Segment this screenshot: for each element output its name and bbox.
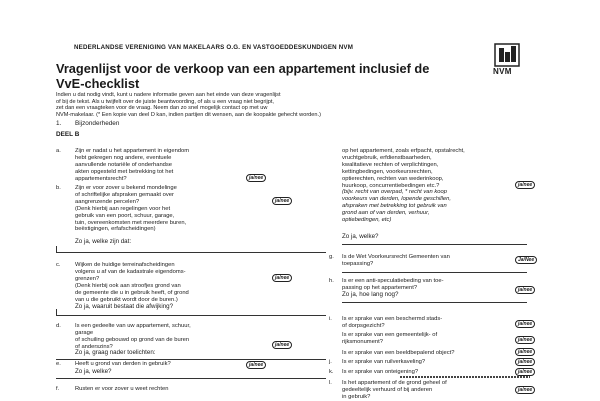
- answer-line-e[interactable]: [56, 378, 326, 379]
- answer-line-b[interactable]: [56, 252, 326, 253]
- answer-line-h[interactable]: [342, 302, 527, 303]
- item-letter-i: i.: [329, 316, 332, 322]
- question-l: Is er sprake van onteigening?: [342, 369, 419, 375]
- answer-g-stamp[interactable]: Ja/Nee: [515, 256, 537, 264]
- followup-c: Zo ja, waaruit bestaat die afwijking?: [75, 303, 174, 310]
- answer-e-stamp[interactable]: ja/nee: [246, 361, 266, 369]
- answer-c-stamp[interactable]: ja/nee: [272, 274, 292, 282]
- question-m: Is het appartement of de grond geheel of gedeeltelijk verhuurd of bij anderen in gebruik?: [342, 380, 447, 400]
- item-letter-g: g.: [329, 254, 334, 260]
- nvm-logo-icon: [493, 42, 521, 68]
- item-letter-e: e.: [56, 361, 61, 367]
- question-e: Heeft u grond van derden in gebruik?: [75, 361, 171, 367]
- answer-h-stamp[interactable]: ja/nee: [515, 286, 535, 294]
- answer-a-stamp[interactable]: ja/nee: [246, 174, 266, 182]
- answer-l-stamp[interactable]: ja/nee: [515, 368, 535, 376]
- item-letter-f: f.: [56, 386, 60, 392]
- question-j2: Is er sprake van een beeldbepalend object?: [342, 350, 455, 356]
- question-i: Is er sprake van een beschermd stads- of dorpsgezicht?: [342, 316, 443, 329]
- question-j1: Is er sprake van een gemeentelijk- of rijksmonument?: [342, 332, 438, 345]
- question-k: Is er sprake van ruilverkaveling?: [342, 359, 426, 365]
- answer-j1-stamp[interactable]: ja/nee: [515, 336, 535, 344]
- section-title: Bijzonderheden: [75, 120, 120, 127]
- section-number: 1.: [56, 120, 62, 127]
- document-title-line2: VvE-checklist: [56, 76, 140, 91]
- question-a: Zijn er nadat u het appartement in eigendom hebt gekregen nog andere, eventuele aanvullende notariële of onderhandse akten opgesteld met betrekking tot het appartementsrecht?: [75, 148, 190, 182]
- answer-k-stamp[interactable]: ja/nee: [515, 358, 535, 366]
- question-f-continued: op het appartement, zoals erfpacht, opstalrecht, vruchtgebruik, erfdienstbaarheden, kwalitatieve rechten of verplichtingen, kettingbedingen, voorkeursrechten, optierechten, rechten van wederinkoop, huurkoop, concurrentiebedingen etc.? (bijv. recht van overpad, * recht van koop voorkeurs van derden, lopende geschillen, afspraken met betrekking tot gebruik van grond aan of van derden, verhuur, optiebedingen, etc): [342, 148, 465, 224]
- answer-d-stamp[interactable]: ja/nee: [272, 341, 292, 349]
- followup-d: Zo ja, graag nader toelichten:: [75, 349, 156, 356]
- answer-m-stamp[interactable]: ja/nee: [515, 386, 535, 394]
- answer-i-stamp[interactable]: ja/nee: [515, 320, 535, 328]
- item-letter-d: d.: [56, 323, 61, 329]
- answer-line-f[interactable]: [342, 244, 527, 245]
- item-letter-l: l.: [329, 380, 332, 386]
- question-b: Zijn er voor zover u bekend mondelinge of schriftelijke afspraken gemaakt over aangrenzende percelen? (Denk hierbij aan regelingen voor het gebruik van een poort, schuur, garage, tuin, overeenkomsten met meerdere buren, beëxtigingen, erfafscheidingen): [75, 185, 187, 233]
- item-letter-j: j.: [329, 359, 332, 365]
- question-d: Is een gedeelte van uw appartement, schuur, garage of schuiling gebouwd op grond van de buren of anderszins?: [75, 323, 191, 350]
- answer-line-b-mark: [56, 246, 57, 253]
- item-letter-a: a.: [56, 148, 61, 154]
- document-title: Vragenlijst voor de verkoop van een appartement inclusief de: [56, 61, 430, 76]
- answer-b-stamp[interactable]: ja/nee: [272, 197, 292, 205]
- intro-text: Indien u dat nodig vindt, kunt u nadere informatie geven aan het einde van deze vragenlijst of bij de tekst. Als u twijfelt over de juiste beantwoording, of als u een vraag niet begrijpt, zet dan een vraagteken voor de vraag. Neem dan zo snel mogelijk contact op met uw NVM-makelaar. (* Een kopie van deel D kan, indien partijen dit wensen, aan de koopakte gehecht worden.): [56, 92, 321, 118]
- followup-f: Zo ja, welke?: [342, 233, 379, 240]
- question-c: Wijken de huidige terreinafscheidingen volgens u af van de kadastrale eigendoms- grenzen? (Denk hierbij ook aan stroofjes grond van de gemeente die u in gebruik heeft, of grond van u die gebruikt wordt door de buren.): [75, 262, 189, 303]
- followup-b: Zo ja, welke zijn dat:: [75, 238, 132, 245]
- item-letter-b: b.: [56, 185, 61, 191]
- question-g: Is de Wet Voorkeursrecht Gemeenten van toepassing?: [342, 254, 450, 267]
- logo-text: NVM: [493, 67, 512, 76]
- answer-line-g[interactable]: [342, 272, 527, 273]
- scan-artifact-dashes: [400, 376, 530, 378]
- followup-e: Zo ja, welke?: [75, 368, 112, 375]
- answer-line-d[interactable]: [56, 359, 326, 360]
- followup-h: Zo ja, hoe lang nog?: [342, 291, 399, 298]
- part-label: DEEL B: [56, 131, 80, 138]
- question-h: Is er een anti-speculatiebeding van toe- passing op het appartement?: [342, 278, 444, 291]
- item-letter-c: c.: [56, 262, 61, 268]
- answer-line-c-mark: [56, 309, 57, 316]
- answer-j2-stamp[interactable]: ja/nee: [515, 348, 535, 356]
- answer-line-c[interactable]: [56, 315, 326, 316]
- organisation-header: NEDERLANDSE VERENIGING VAN MAKELAARS O.G. EN VASTGOEDDESKUNDIGEN NVM: [74, 44, 354, 51]
- item-letter-h: h.: [329, 278, 334, 284]
- question-f: Rusten er voor zover u weet rechten: [75, 386, 169, 392]
- answer-f-stamp[interactable]: ja/nee: [515, 181, 535, 189]
- item-letter-k: k.: [329, 369, 334, 375]
